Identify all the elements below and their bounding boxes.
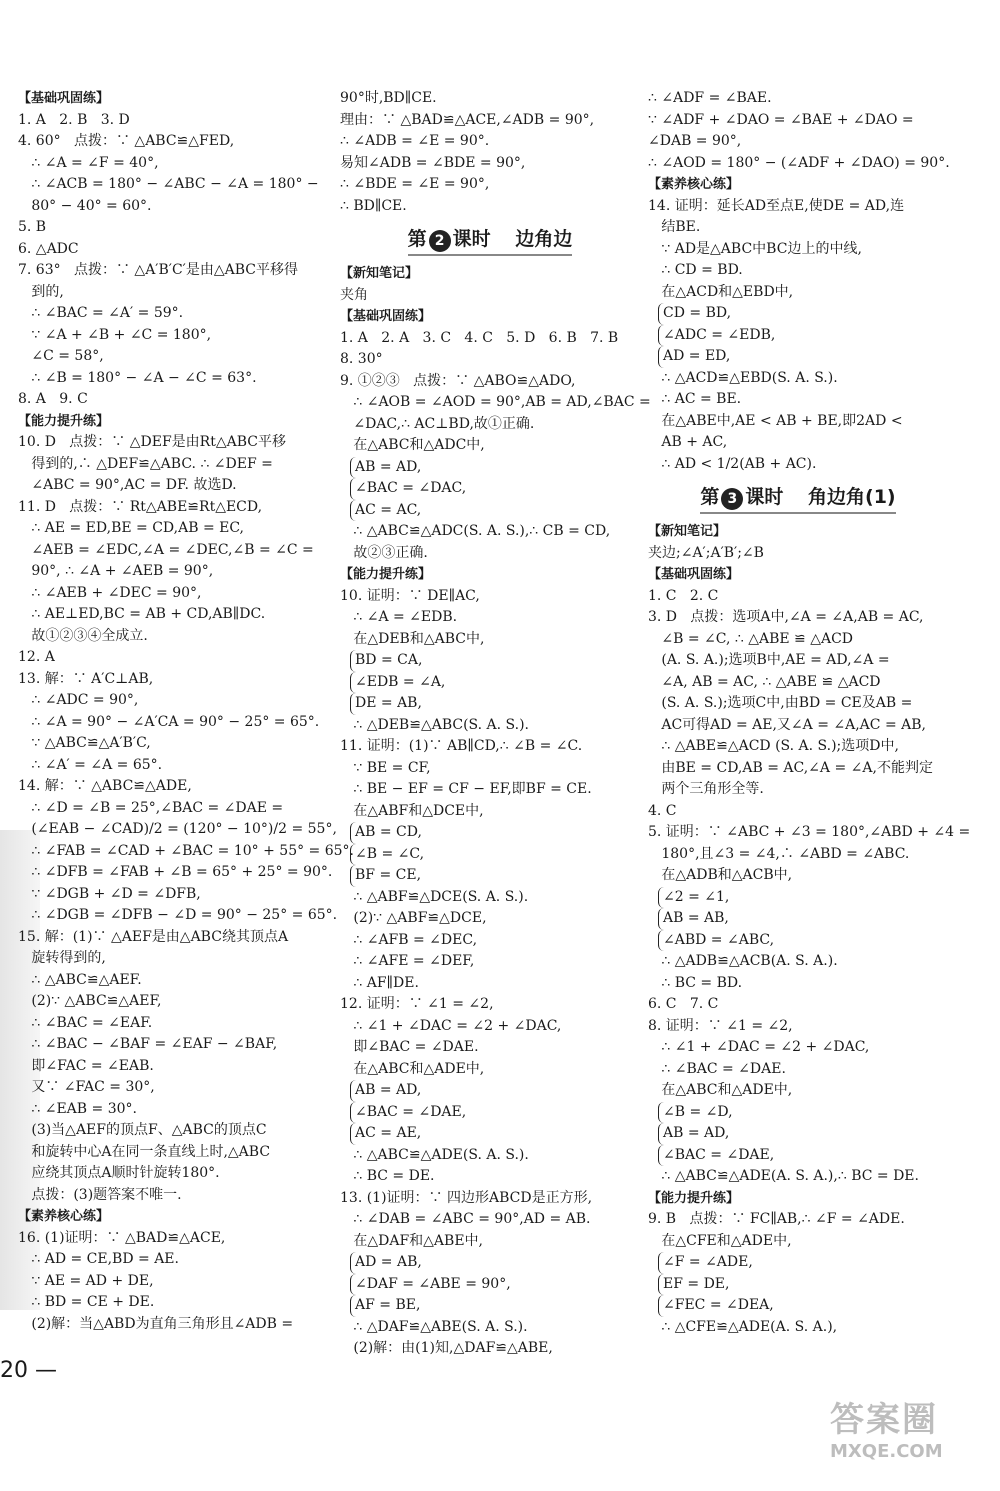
brace-condition-line: AB = AB, [658,908,833,930]
answer-line: 11. D 点拨：∵ Rt△ABE≌Rt△ECD, [18,498,263,515]
answer-line: 5. 证明：∵ ∠ABC + ∠3 = 180°,∠ABD + ∠4 = [648,824,971,840]
answer-line: 1. A 2. B 3. D [18,111,130,128]
brace-condition-line: AC = AC, [350,500,525,522]
answer-line: ∴ ∠A′ = ∠A = 65°. [18,756,163,773]
lesson-3-heading [648,481,948,515]
page-number-footer [0,1358,57,1383]
brace-condition-line: ∠BAC = ∠DAE, [658,1145,833,1167]
section-heading: 【素养核心练】 [18,1209,110,1224]
answer-line: 在△CFE和△ADE中, [648,1232,792,1249]
watermark-logo-text: 答案圈 [830,1400,938,1440]
answer-line: 15. 解：(1)∵ △AEF是由△ABC绕其顶点A [18,928,289,945]
watermark-domain: MXQE.COM [830,1441,943,1462]
answer-line: ∴ ∠BAC = ∠A′ = 59°. [18,305,184,321]
answer-line: 在△ACD和△EBD中, [648,283,794,300]
answer-line: ∴ AE⊥ED,BC = AB + CD,AB∥DC. [18,606,266,622]
answer-line: ∴ ∠DGB = ∠DFB − ∠D = 90° − 25° = 65°. [18,907,338,923]
column-middle-bottom [340,263,651,1360]
answer-line: 3. D 点拨：选项A中,∠A = ∠A,AB = AC, [648,609,924,625]
answer-line: 又∵ ∠FAC = 30°, [18,1079,155,1095]
answer-line: 即∠FAC = ∠EAB. [18,1057,154,1074]
answer-line: ∴ ∠AFB = ∠DEC, [340,931,478,948]
answer-line: ∴ △ABF≌△DCE(S. A. S.). [340,888,529,905]
brace-condition-line: BF = CE, [350,865,525,887]
lesson-2-prefix: 第 [407,228,427,250]
answer-line: ∴ △ABC≌△AEF. [18,971,142,988]
answer-line: (A. S. A.);选项B中,AE = AD,∠A = [648,652,890,668]
answer-line: ∴ △ABE≌△ACD (S. A. S.);选项D中, [648,738,899,754]
answer-line: 故①②③④全成立. [18,627,148,644]
answer-line: 旋转得到的, [18,950,106,966]
lesson-3-prefix: 第 [700,486,720,508]
answer-line: 12. A [18,649,55,665]
answer-line: 到的, [18,283,64,300]
lesson-2-heading [340,223,640,257]
answer-line: ∴ ∠BAC = ∠DAE. [648,1060,786,1077]
answer-line: 在△DAF和△ABE中, [340,1232,484,1249]
answer-line: ∴ BE − EF = CF − EF,即BF = CE. [340,781,592,797]
brace-condition-line: AF = BE, [350,1295,525,1317]
answer-line: 13. 解：∵ A′C⊥AB, [18,670,154,687]
watermark [830,1392,980,1472]
answer-line: ∴ ∠DFB = ∠FAB + ∠B = 65° + 25° = 90°. [18,864,333,880]
answer-line: 16. (1)证明：∵ △BAD≌△ACE, [18,1229,226,1246]
answer-line: 由BE = CD,AB = AC,∠A = ∠A,不能判定 [648,759,933,776]
answer-line: 4. C [648,802,677,819]
answer-line: 11. 证明：(1)∵ AB∥CD,∴ ∠B = ∠C. [340,738,583,754]
section-heading: 【素养核心练】 [648,177,740,192]
answer-line: (2)∵ △ABF≌△DCE, [340,910,487,926]
answer-line: 易知∠ADB = ∠BDE = 90°, [340,154,526,171]
answer-line: 80° − 40° = 60°. [18,197,152,214]
answer-line: 得到的,∴ △DEF≌△ABC. ∴ ∠DEF = [18,455,273,472]
answer-line: ∴ △ACD≌△EBD(S. A. S.). [648,369,838,386]
answer-line: 180°,且∠3 = ∠4,∴ ∠ABD = ∠ABC. [648,845,910,862]
answer-line: 10. D 点拨：∵ △DEF是由Rt△ABC平移 [18,434,286,450]
answer-line: ∠A, AB = AC, ∴ △ABE ≌ △ACD [648,673,881,690]
brace-condition-line: EF = DE, [658,1274,833,1296]
answer-line: ∠B = ∠C, ∴ △ABE ≌ △ACD [648,630,854,647]
answer-line: 10. 证明：∵ DE∥AC, [340,587,480,604]
answer-line: ∵ BE = CF, [340,759,431,776]
page-number-dash: — [35,1358,57,1383]
answer-line: (2)∵ △ABC≌△AEF, [18,993,162,1009]
answer-line: 12. 证明：∵ ∠1 = ∠2, [340,996,494,1012]
answer-line: ∠AEB = ∠EDC,∠A = ∠DEC,∠B = ∠C = [18,541,314,558]
answer-line: AC可得AD = AE,又∠A = ∠A,AC = AB, [648,716,926,733]
answer-line: ∴ BC = BD. [648,974,743,991]
lesson-3-title-wrap [700,482,895,514]
answer-line: ∴ ∠BAC − ∠BAF = ∠EAF − ∠BAF, [18,1036,278,1052]
answer-line: 9. ①②③ 点拨：∵ △ABO≌△ADO, [340,372,576,389]
brace-condition-line: ∠ABD = ∠ABC, [658,930,833,952]
answer-line: ∠DAB = 90°, [648,133,742,149]
answer-line: 故②③正确. [340,544,428,561]
answer-line: ∴ ∠EAB = 30°. [18,1100,137,1117]
answer-line: (2)解：当△ABD为直角三角形且∠ADB = [18,1315,294,1332]
answer-line: 在△ABC和△ADE中, [340,1060,485,1077]
answer-line: 13. (1)证明：∵ 四边形ABCD是正方形, [340,1189,593,1206]
answer-line: 在△ABE中,AE < AB + BE,即2AD < [648,412,903,429]
answer-line: ∠C = 58°, [18,348,104,364]
answer-line: 8. 30° [340,351,383,367]
lesson-2-title: 边角边 [515,228,573,250]
answer-line: 夹角 [340,286,368,303]
column-right-bottom [648,521,971,1338]
column-middle-top [340,88,640,217]
answer-line: ∴ BD = CE + DE. [18,1294,155,1310]
answer-line: 6. △ADC [18,240,79,257]
answer-line: ∴ ∠AFE = ∠DEF, [340,953,475,969]
answer-line: ∴ AD < 1/2(AB + AC). [648,455,817,472]
answer-line: ∴ BD∥CE. [340,197,407,214]
answer-line: ∴ △DAF≌△ABE(S. A. S.). [340,1318,528,1335]
lesson-3-title: 角边角(1) [808,486,896,508]
answer-line: 1. C 2. C [648,587,719,604]
answer-line: 点拨：(3)题答案不唯一. [18,1186,182,1203]
answer-line: 即∠BAC = ∠DAE. [340,1039,479,1055]
section-heading: 【能力提升练】 [18,413,110,429]
brace-condition-line: DE = AB, [350,693,525,715]
brace-condition-line: AB = AD, [350,1080,525,1102]
brace-condition-line: CD = BD, [658,303,833,325]
answer-line: ∴ ∠AOB = ∠AOD = 90°,AB = AD,∠BAC = [340,394,651,410]
section-heading: 【基础巩固练】 [18,91,110,106]
section-heading: 【基础巩固练】 [648,567,740,582]
section-heading: 【新知笔记】 [340,266,419,281]
brace-condition-line: AB = AD, [658,1123,833,1145]
answer-line: ∴ ∠B = 180° − ∠A − ∠C = 63°. [18,369,257,386]
answer-line: ∵ AE = AD + DE, [18,1272,154,1289]
section-heading: 【基础巩固练】 [340,309,432,324]
answer-line: 14. 证明：延长AD至点E,使DE = AD,连 [648,197,905,214]
answer-line: ∴ ∠A = 90° − ∠A′CA = 90° − 25° = 65°. [18,713,320,730]
answer-line: ∴ AE = ED,BE = CD,AB = EC, [18,520,245,536]
answer-line: ∴ ∠A = ∠F = 40°, [18,154,159,171]
answer-line: ∴ ∠BDE = ∠E = 90°, [340,176,490,192]
answer-line: ∴ △ABC≌△ADE(S. A. S.). [340,1146,529,1163]
answer-line: 两个三角形全等. [648,781,764,797]
brace-condition-line: ∠DAF = ∠ABE = 90°, [350,1274,525,1296]
brace-condition-line: AD = AB, [350,1252,525,1274]
answer-line: ∠ABC = 90°,AC = DF. 故选D. [18,477,237,493]
answer-line: AB + AC, [648,434,728,450]
answer-line: ∴ ∠AOD = 180° − (∠ADF + ∠DAO) = 90°. [648,154,950,171]
answer-line: ∵ AD是△ABC中BC边上的中线, [648,240,862,257]
brace-condition-line: ∠B = ∠C, [350,844,525,866]
lesson-3-number: 3 [721,488,743,510]
answer-line: ∴ △ABC≌△ADE(A. S. A.),∴ BC = DE. [648,1168,919,1184]
answer-line: 在△DEB和△ABC中, [340,630,485,647]
brace-condition-line: ∠BAC = ∠DAE, [350,1102,525,1124]
answer-line: 90°, ∴ ∠A + ∠AEB = 90°, [18,563,214,579]
brace-condition-line: AB = CD, [350,822,525,844]
answer-line: 5. B [18,219,47,235]
answer-line: ∵ ∠ADF + ∠DAO = ∠BAE + ∠DAO = [648,111,914,128]
brace-condition-line: ∠BAC = ∠DAC, [350,478,525,500]
answer-line: ∴ AD = CE,BD = AE. [18,1251,179,1267]
answer-line: 在△ABC和△ADE中, [648,1082,793,1098]
brace-condition-line: ∠FEC = ∠DEA, [658,1295,833,1317]
brace-condition-line: AB = AD, [350,457,525,479]
section-heading: 【能力提升练】 [648,1190,740,1206]
answer-line: 1. A 2. A 3. C 4. C 5. D 6. B 7. B [340,329,619,346]
answer-line: ∴ ∠FAB = ∠CAD + ∠BAC = 10° + 55° = 65°. [18,842,354,859]
brace-condition-line: BD = CA, [350,650,525,672]
answer-line: ∴ ∠AEB + ∠DEC = 90°, [18,584,202,601]
answer-line: 7. 63° 点拨：∵ △A′B′C′是由△ABC平移得 [18,262,298,278]
lesson-2-number: 2 [429,230,451,252]
answer-line: 90°时,BD∥CE. [340,90,437,106]
brace-condition-line: AD = ED, [658,346,833,368]
section-heading: 【能力提升练】 [340,567,432,582]
answer-line: (S. A. S.);选项C中,由BD = CE及AB = [648,695,913,711]
answer-line: 8. A 9. C [18,391,88,407]
answer-line: ∵ △ABC≌△A′B′C, [18,735,151,751]
section-heading: 【新知笔记】 [648,524,727,539]
answer-line: 8. 证明：∵ ∠1 = ∠2, [648,1017,793,1034]
answer-line: 6. C 7. C [648,996,719,1012]
answer-line: ∴ ∠D = ∠B = 25°,∠BAC = ∠DAE = [18,799,284,816]
answer-line: ∴ ∠BAC = ∠EAF. [18,1014,153,1031]
answer-line: 夹边;∠A′;A′B′;∠B [648,544,764,561]
column-right-top [648,88,948,475]
lesson-2-title-wrap [408,224,573,256]
answer-line: 14. 解：∵ △ABC≌△ADE, [18,778,192,794]
answer-line: ∴ △CFE≌△ADE(A. S. A.), [648,1318,838,1335]
brace-condition-line: ∠ADC = ∠EDB, [658,325,833,347]
brace-condition-line: ∠EDB = ∠A, [350,672,525,694]
answer-line: ∴ CD = BD. [648,262,743,278]
lesson-3-suffix: 课时 [745,486,784,508]
answer-line: ∠DAC,∴ AC⊥BD,故①正确. [340,415,535,432]
answer-line: (3)当△AEF的顶点F、△ABC的顶点C [18,1122,267,1138]
answer-line: ∴ BC = DE. [340,1168,435,1184]
brace-condition-line: ∠B = ∠D, [658,1102,833,1124]
answer-line: ∴ ∠ACB = 180° − ∠ABC − ∠A = 180° − [18,176,319,192]
brace-condition-line: AC = AE, [350,1123,525,1145]
answer-line: 结BE. [648,219,701,235]
answer-line: 应绕其顶点A顺时针旋转180°. [18,1165,220,1181]
page-number: 20 [0,1358,28,1383]
answer-line: ∴ ∠1 + ∠DAC = ∠2 + ∠DAC, [340,1017,562,1034]
brace-condition-line: ∠F = ∠ADE, [658,1252,833,1274]
brace-condition-line: ∠2 = ∠1, [658,887,833,909]
answer-line: 9. B 点拨：∵ FC∥AB,∴ ∠F = ∠ADE. [648,1211,905,1227]
answer-line: ∴ ∠1 + ∠DAC = ∠2 + ∠DAC, [648,1039,870,1055]
answer-line: 理由：∵ △BAD≌△ACE,∠ADB = 90°, [340,111,595,128]
answer-line: ∴ ∠A = ∠EDB. [340,609,458,625]
answer-line: ∴ ∠ADC = 90°, [18,692,139,708]
answer-line: 在△ADB和△ACB中, [648,867,793,883]
answer-line: ∴ ∠DAB = ∠ABC = 90°,AD = AB. [340,1211,591,1227]
column-middle [340,88,651,1360]
answer-line: (2)解：由(1)知,△DAF≌△ABE, [340,1340,553,1356]
column-right [648,88,971,1338]
answer-line: ∴ ∠ADF = ∠BAE. [648,90,772,106]
answer-line: 在△ABC和△ADC中, [340,437,485,453]
answer-line: ∴ AF∥DE. [340,974,419,991]
answer-line: 和旋转中心A在同一条直线上时,△ABC [18,1143,271,1160]
answer-line: 4. 60° 点拨：∵ △ABC≌△FED, [18,133,235,149]
answer-line: 在△ABF和△DCE中, [340,802,484,819]
answer-line: ∴ AC = BE. [648,391,742,407]
answer-line: ∴ △DEB≌△ABC(S. A. S.). [340,716,529,733]
answer-line: ∴ △ADB≌△ACB(A. S. A.). [648,953,838,969]
answer-line: ∴ △ABC≌△ADC(S. A. S.),∴ CB = CD, [340,523,611,539]
lesson-2-suffix: 课时 [452,228,491,250]
answer-line: ∵ ∠A + ∠B + ∠C = 180°, [18,326,212,343]
answer-line: ∵ ∠DGB + ∠D = ∠DFB, [18,885,201,902]
answer-line: (∠EAB − ∠CAD)/2 = (120° − 10°)/2 = 55°, [18,821,337,837]
answer-line: ∴ ∠ADB = ∠E = 90°. [340,133,490,149]
